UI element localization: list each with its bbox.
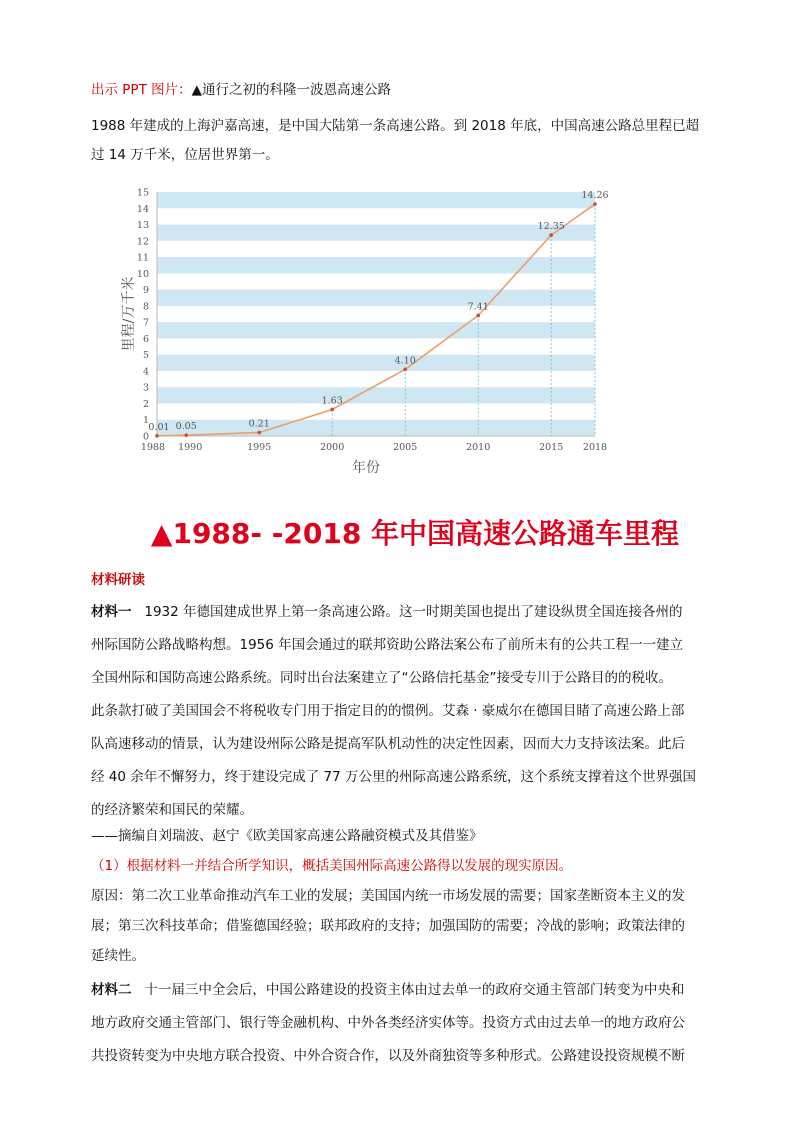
x-tick-label: 1990: [178, 442, 203, 453]
y-tick-label: 12: [136, 236, 149, 248]
material-2-label: 材料二: [91, 982, 132, 998]
material-1-label: 材料一: [91, 604, 132, 620]
data-point: [184, 433, 188, 437]
data-label: 7.41: [467, 301, 489, 313]
ppt-caption-line: [91, 80, 391, 100]
y-tick-label: 1: [142, 415, 149, 427]
grid-band: [157, 290, 595, 306]
ppt-prefix: 出示 PPT 图片：: [91, 82, 192, 98]
y-tick-label: 11: [136, 252, 149, 264]
y-tick-label: 9: [142, 285, 149, 297]
x-tick-label: 1995: [247, 442, 272, 453]
data-label: 14.26: [581, 190, 609, 202]
material-1-line-2: 州际国防公路战略构想。1956 年国会通过的联邦资助公路法案公布了前所未有的公共工程一一建立: [91, 637, 684, 653]
x-tick-label: 2018: [582, 442, 608, 453]
material-1-line-7: 的经济繁荣和国民的荣耀。: [91, 802, 253, 818]
y-tick-label: 5: [142, 350, 149, 362]
data-label: 1.63: [321, 395, 343, 407]
x-tick-label: 2000: [320, 442, 345, 453]
chart-title: ▲1988- -2018 年中国高速公路通车里程: [150, 517, 680, 550]
answer-line-1: 原因：第二次工业革命推动汽车工业的发展；美国国内统一市场发展的需要；国家垄断资本主义的发: [91, 888, 685, 904]
grid-band: [157, 322, 595, 338]
data-point: [155, 434, 159, 438]
data-label: 0.01: [148, 421, 170, 433]
highway-mileage-chart: [115, 178, 615, 478]
intro-line-2: 过 14 万千米，位居世界第一。: [91, 147, 279, 163]
material-1-line-6: 经 40 余年不懈努力，终于建设完成了 77 万公里的州际高速公路系统，这个系统支撑着这个世界强国: [91, 769, 697, 785]
material-1-line-1: [91, 602, 683, 622]
data-label: 0.21: [248, 418, 270, 430]
intro-line-1: 1988 年建成的上海沪嘉高速，是中国大陆第一条高速公路。到 2018 年底，中国高速公路总里程已超: [91, 118, 700, 134]
material-2-line-3: 共投资转变为中央地方联合投资、中外合资合作，以及外商独资等多种形式。公路建设投资规模不断: [91, 1048, 685, 1064]
y-tick-label: 13: [136, 220, 149, 232]
data-point: [549, 233, 553, 237]
material-2-line-1: [91, 980, 684, 1000]
ppt-caption: ▲通行之初的科隆一波恩高速公路: [191, 82, 392, 98]
x-tick-label: 2010: [466, 442, 491, 453]
x-tick-label: 2015: [539, 442, 564, 453]
x-tick-label: 1988: [140, 442, 166, 453]
data-point: [476, 314, 480, 318]
y-tick-label: 6: [142, 333, 149, 345]
grid-band: [157, 355, 595, 371]
data-label: 0.05: [175, 421, 197, 433]
y-axis-label: 里程/万千米: [121, 276, 137, 352]
chart-svg: [115, 178, 615, 478]
data-label: 12.35: [537, 221, 565, 233]
data-label: 4.10: [394, 355, 416, 367]
material-1-text-1: 1932 年德国建成世界上第一条高速公路。这一时期美国也提出了建设纵贯全国连接各州的: [144, 604, 683, 620]
material-1-line-4: 此条款打破了美国国会不将税收专门用于指定目的的惯例。艾森 · 豪威尔在德国目睹了高速公路上部: [91, 703, 685, 719]
y-tick-label: 14: [136, 203, 149, 215]
material-2-line-2: 地方政府交通主管部门、银行等金融机构、中外各类经济实体等。投资方式由过去单一的地方政府公: [91, 1015, 685, 1031]
grid-band: [157, 387, 595, 403]
y-tick-label: 0: [142, 431, 149, 443]
y-tick-label: 15: [136, 187, 149, 199]
y-tick-label: 10: [136, 268, 149, 280]
section-heading: 材料研读: [91, 572, 145, 588]
data-point: [257, 431, 261, 435]
grid-band: [157, 225, 595, 241]
answer-line-2: 展；第三次科技革命；借鉴德国经验；联邦政府的支持；加强国防的需要；冷战的影响；政策法律的: [91, 918, 685, 934]
y-tick-label: 3: [142, 382, 149, 394]
data-point: [330, 408, 334, 412]
material-1-line-5: 队高速移动的情景，认为建设州际公路是提高军队机动性的决定性因素，因而大力支持该法案。此后: [91, 736, 685, 752]
x-tick-label: 2005: [393, 442, 418, 453]
grid-band: [157, 192, 595, 208]
material-1-line-3: 全国州际和国防高速公路系统。同时出台法案建立了“公路信托基金”接受专川于公路目的的税收。: [91, 670, 672, 686]
material-1-source: ——摘编自刘瑞波、赵宁《欧美国家高速公路融资模式及其借鉴》: [91, 828, 483, 844]
data-point: [403, 368, 407, 372]
y-tick-label: 7: [142, 317, 149, 329]
data-point: [593, 202, 597, 206]
y-tick-label: 2: [142, 398, 149, 410]
material-2-text-1: 十一届三中全会后，中国公路建设的投资主体由过去单一的政府交通主管部门转变为中央和: [144, 982, 685, 998]
y-tick-label: 4: [142, 366, 149, 378]
y-tick-label: 8: [142, 301, 149, 313]
question-1: （1）根据材料一并结合所学知识，概括美国州际高速公路得以发展的现实原因。: [91, 858, 573, 874]
x-axis-label: 年份: [352, 460, 380, 476]
answer-line-3: 延续性。: [91, 948, 145, 964]
